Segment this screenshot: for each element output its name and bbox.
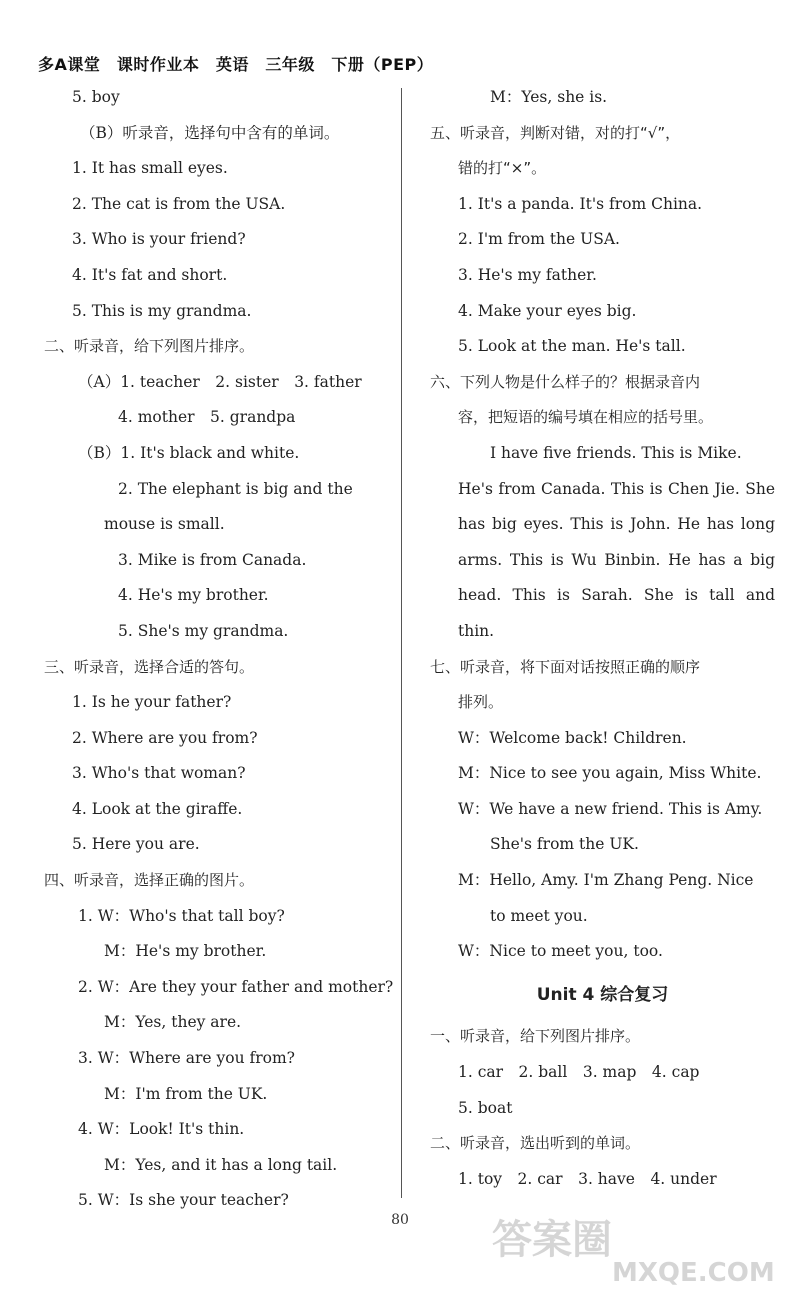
line: 4. It's fat and short.	[72, 265, 228, 284]
line: 4. W：Look! It's thin.	[78, 1120, 245, 1139]
page-header: 多A课堂 课时作业本 英语 三年级 下册（PEP）	[38, 55, 434, 74]
section-heading: 三、听录音，选择合适的答句。	[44, 657, 255, 676]
dialogue-line: She's from the UK.	[490, 835, 639, 854]
line: 4. Make your eyes big.	[458, 301, 637, 320]
section-heading: 二、听录音，选出听到的单词。	[430, 1134, 641, 1153]
line: M：Yes, and it has a long tail.	[104, 1155, 338, 1174]
line: 1. It has small eyes.	[72, 159, 228, 178]
watermark-sub: MXQE.COM	[612, 1258, 775, 1288]
line: 2. W：Are they your father and mother?	[78, 977, 394, 996]
line: 5. She's my grandma.	[118, 621, 289, 640]
line: 1. car 2. ball 3. map 4. cap	[458, 1063, 700, 1082]
line: 4. mother 5. grandpa	[118, 408, 296, 427]
section-heading-cont: 错的打“×”。	[458, 159, 547, 178]
line: （A）1. teacher 2. sister 3. father	[78, 372, 362, 391]
line: M：He's my brother.	[104, 942, 267, 961]
section-heading: 七、听录音，将下面对话按照正确的顺序	[430, 657, 701, 676]
line: 3. Mike is from Canada.	[118, 550, 307, 569]
passage-line: I have five friends. This is Mike.	[490, 443, 742, 462]
line: 3. Who is your friend?	[72, 230, 246, 249]
line: 4. Look at the giraffe.	[72, 799, 243, 818]
line: 2. The elephant is big and the	[118, 479, 353, 498]
line: 2. The cat is from the USA.	[72, 194, 286, 213]
section-heading: 二、听录音，给下列图片排序。	[44, 337, 255, 356]
passage-line: He's from Canada. This is Chen Jie. She	[458, 479, 775, 498]
line: 3. He's my father.	[458, 265, 597, 284]
section-heading: 一、听录音，给下列图片排序。	[430, 1027, 641, 1046]
line: 5. This is my grandma.	[72, 301, 252, 320]
unit-title: Unit 4 综合复习	[536, 984, 669, 1005]
line: 2. I'm from the USA.	[458, 230, 620, 249]
dialogue-line: to meet you.	[490, 906, 588, 925]
line: 1. toy 2. car 3. have 4. under	[458, 1169, 717, 1188]
line: M：Yes, they are.	[104, 1013, 242, 1032]
line: （B）听录音，选择句中含有的单词。	[80, 123, 340, 142]
watermark-main: 答案圈	[492, 1217, 612, 1263]
left-column	[44, 80, 394, 1219]
line: 4. He's my brother.	[118, 586, 269, 605]
line: 1. It's a panda. It's from China.	[458, 194, 703, 213]
passage-line: has big eyes. This is John. He has long	[458, 515, 775, 534]
section-heading: 四、听录音，选择正确的图片。	[44, 871, 255, 890]
line: 5. boy	[72, 88, 120, 106]
section-heading-cont: 排列。	[458, 693, 504, 712]
column-divider	[401, 88, 402, 1198]
dialogue-line: W：Welcome back! Children.	[458, 728, 687, 747]
dialogue-line: W：Nice to meet you, too.	[458, 942, 663, 961]
line: （B）1. It's black and white.	[78, 443, 300, 462]
line: 5. W：Is she your teacher?	[78, 1191, 289, 1210]
dialogue-line: M：Hello, Amy. I'm Zhang Peng. Nice	[458, 871, 754, 890]
section-heading: 五、听录音，判断对错，对的打“√”，	[430, 123, 681, 142]
page-number: 80	[391, 1212, 409, 1228]
line: 3. Who's that woman?	[72, 764, 246, 783]
line: M：I'm from the UK.	[104, 1084, 268, 1103]
section-heading: 六、下列人物是什么样子的？根据录音内	[430, 372, 701, 391]
line: 2. Where are you from?	[72, 728, 258, 747]
right-column	[430, 80, 775, 1197]
line: 3. W：Where are you from?	[78, 1049, 295, 1068]
passage-line: thin.	[458, 621, 495, 640]
line: 1. Is he your father?	[72, 693, 232, 712]
line: 5. boat	[458, 1098, 513, 1117]
passage-line: head. This is Sarah. She is tall and	[458, 586, 775, 605]
section-heading-cont: 容，把短语的编号填在相应的括号里。	[458, 408, 714, 427]
dialogue-line: M：Nice to see you again, Miss White.	[458, 764, 762, 783]
line: M：Yes, she is.	[490, 88, 608, 106]
watermark-logo	[462, 1208, 792, 1296]
line: 5. Look at the man. He's tall.	[458, 337, 686, 356]
line: 1. W：Who's that tall boy?	[78, 906, 285, 925]
line: 5. Here you are.	[72, 835, 200, 854]
dialogue-line: W：We have a new friend. This is Amy.	[458, 799, 763, 818]
line: mouse is small.	[104, 515, 225, 534]
passage-line: arms. This is Wu Binbin. He has a big	[458, 550, 775, 569]
